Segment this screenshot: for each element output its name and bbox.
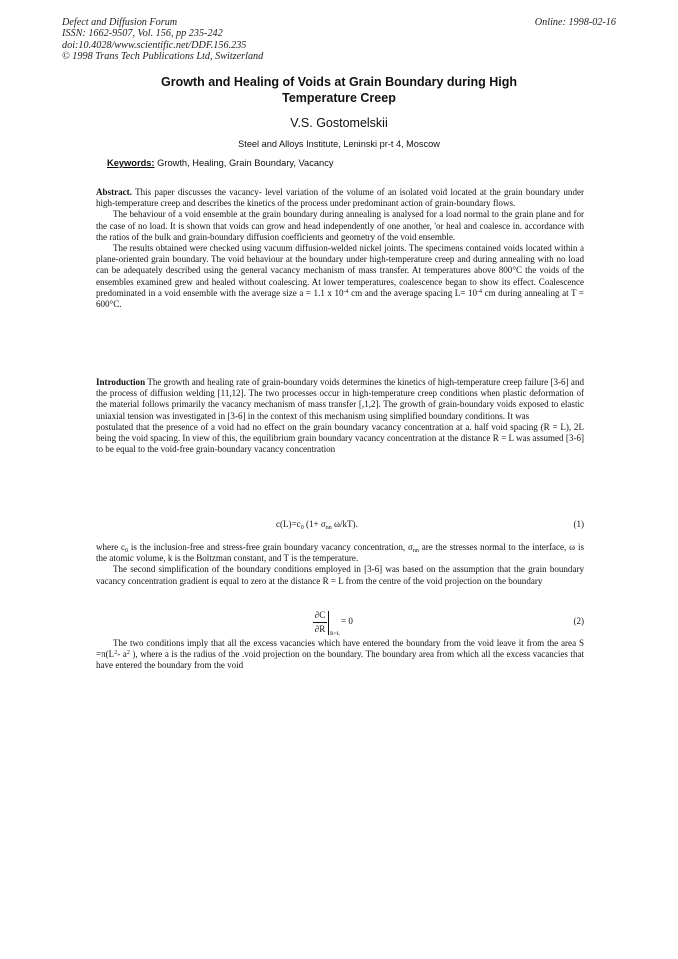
- fraction-denominator: ∂R: [314, 624, 326, 634]
- second-simplification-paragraph: The second simplification of the boundary conditions employed in [3-6] was based on the assumption that the grain boundary vacancy concentration gradient is equal to zero at the distance R = L from the centre of the void projection on the boundary: [96, 564, 584, 586]
- equation-1-formula: [276, 519, 358, 529]
- journal-header: [62, 17, 263, 63]
- introduction-section: [96, 377, 584, 455]
- evaluation-bar: [328, 611, 329, 635]
- exponent: -4: [343, 288, 349, 295]
- author-name: V.S. Gostomelskii: [290, 116, 388, 130]
- intro-label: Introduction: [96, 377, 146, 387]
- conditions-paragraph: [96, 638, 584, 672]
- doi-line: doi:10.4028/www.scientific.net/DDF.156.235: [62, 39, 247, 51]
- after-equation-2: [96, 638, 584, 672]
- abstract-section: [96, 187, 584, 310]
- online-date: Online: 1998-02-16: [534, 17, 616, 28]
- title-line-1: Growth and Healing of Voids at Grain Boundary during High: [160, 75, 518, 89]
- copyright-line: © 1998 Trans Tech Publications Ltd, Switzerland: [62, 51, 264, 63]
- abstract-label: Abstract.: [96, 187, 132, 197]
- abstract-paragraph-3: [96, 243, 584, 310]
- partial-derivative-fraction: [313, 610, 327, 635]
- conditions-text-a: The two conditions imply that all the excess vacancies which have entered the boundary from the void leave it from the area S =π(L: [96, 638, 584, 660]
- eq1-rhs: ω/kT).: [331, 519, 358, 529]
- eq1-mid: (1+ σ: [303, 519, 326, 529]
- conditions-text-b: - a: [117, 649, 127, 660]
- intro-paragraph-1: [96, 377, 584, 422]
- subscript: nn: [325, 525, 332, 531]
- subscript: 0: [300, 525, 304, 531]
- exponent: 2: [114, 650, 118, 657]
- where-text-c: are the stresses normal to the interface, ω is the atomic volume, k is the Boltzman constant, and T is the temperature.: [96, 542, 584, 564]
- keywords-label: Keywords:: [107, 158, 155, 168]
- exponent: 2: [126, 650, 130, 657]
- where-text-a: where c: [96, 542, 125, 552]
- abstract-text-1: This paper discusses the vacancy- level variation of the volume of an isolated void located at the grain boundary under high-temperature creep and describes the kinetics of the process under predominant action of grain-boundary flows.: [96, 187, 584, 209]
- eq1-lhs: c(L)=c: [276, 519, 301, 529]
- conditions-text-c: ), where a is the radius of the .void projection on the boundary. The boundary area from which all the excess vacancies that have entered the boundary from the void: [96, 649, 584, 671]
- journal-name: Defect and Diffusion Forum: [62, 17, 178, 28]
- intro-text-1: The growth and healing rate of grain-boundary voids determines the kinetics of high-temperature creep failure [3-6] and the process of diffusion welding [11,12]. The two processes occur in high-temperature creep conditions when plastic deformation of the material follows primarily the vacancy mechanism of mass transfer [,1,2]. The growth of grain-boundary voids exposed to elastic uniaxial tension was investigated in [3-6] in the context of this mechanism using simplified boundary conditions. It was: [96, 377, 584, 421]
- fraction-numerator: ∂C: [314, 610, 326, 620]
- abstract-paragraph-1: [96, 187, 584, 209]
- affiliation: Steel and Alloys Institute, Leninski pr-t 4, Moscow: [238, 139, 440, 149]
- exponent: -4: [477, 288, 483, 295]
- abstract-text-3a: The results obtained were checked using vacuum diffusion-welded nickel joints. The specimens contained voids located within a plane-oriented grain boundary. The void behaviour at the boundary under high-temperature creep and during annealing with no load can be adequately described using the general vacancy mechanism of mass transfer. At temperatures above 800°C the voids of the ensembles examined grew and healed without coalescing. At lower temperatures, coalescence began to show its effect. Coalescence predominated in a void ensemble with the average size a = 1.1 x 10: [96, 243, 584, 298]
- where-paragraph: [96, 542, 584, 564]
- paper-title: [0, 75, 678, 106]
- fraction-bar: [313, 622, 327, 623]
- equation-2-number: (2): [573, 616, 584, 626]
- title-line-2: Temperature Creep: [282, 90, 396, 105]
- keywords-text: Growth, Healing, Grain Boundary, Vacancy: [157, 158, 334, 168]
- issn-line: ISSN: 1662-9507, Vol. 156, pp 235-242: [62, 28, 223, 40]
- after-equation-1: [96, 542, 584, 587]
- abstract-text-3c: cm during annealing at T = 600°C.: [96, 287, 584, 310]
- abstract-text-3b: cm and the average spacing L= 10: [348, 287, 478, 298]
- equation-2-rhs: = 0: [341, 616, 353, 626]
- subscript: nn: [412, 548, 419, 554]
- subscript: 0: [124, 548, 128, 554]
- where-text-b: is the inclusion-free and stress-free grain boundary vacancy concentration, σ: [127, 542, 413, 552]
- intro-paragraph-2: postulated that the presence of a void had no effect on the grain boundary vacancy concentration at a. half void spacing (R = L), 2L being the void spacing. In view of this, the equilibrium grain boundary vacancy concentration at the distance R = L was assumed [3-6] to be equal to the void-free grain-boundary vacancy concentration: [96, 421, 584, 455]
- evaluation-condition: R=L: [330, 631, 341, 637]
- equation-1-number: (1): [573, 519, 584, 529]
- keywords: [107, 158, 334, 168]
- abstract-paragraph-2: The behaviour of a void ensemble at the grain boundary during annealing is analysed for a load normal to the grain plane and for the case of no load. It is shown that voids can grow and head independently of one another, 'or heal and coalesce in. accordance with the ratios of the bulk and grain-boundary diffusion coefficients and geometry of the void ensemble.: [96, 209, 584, 242]
